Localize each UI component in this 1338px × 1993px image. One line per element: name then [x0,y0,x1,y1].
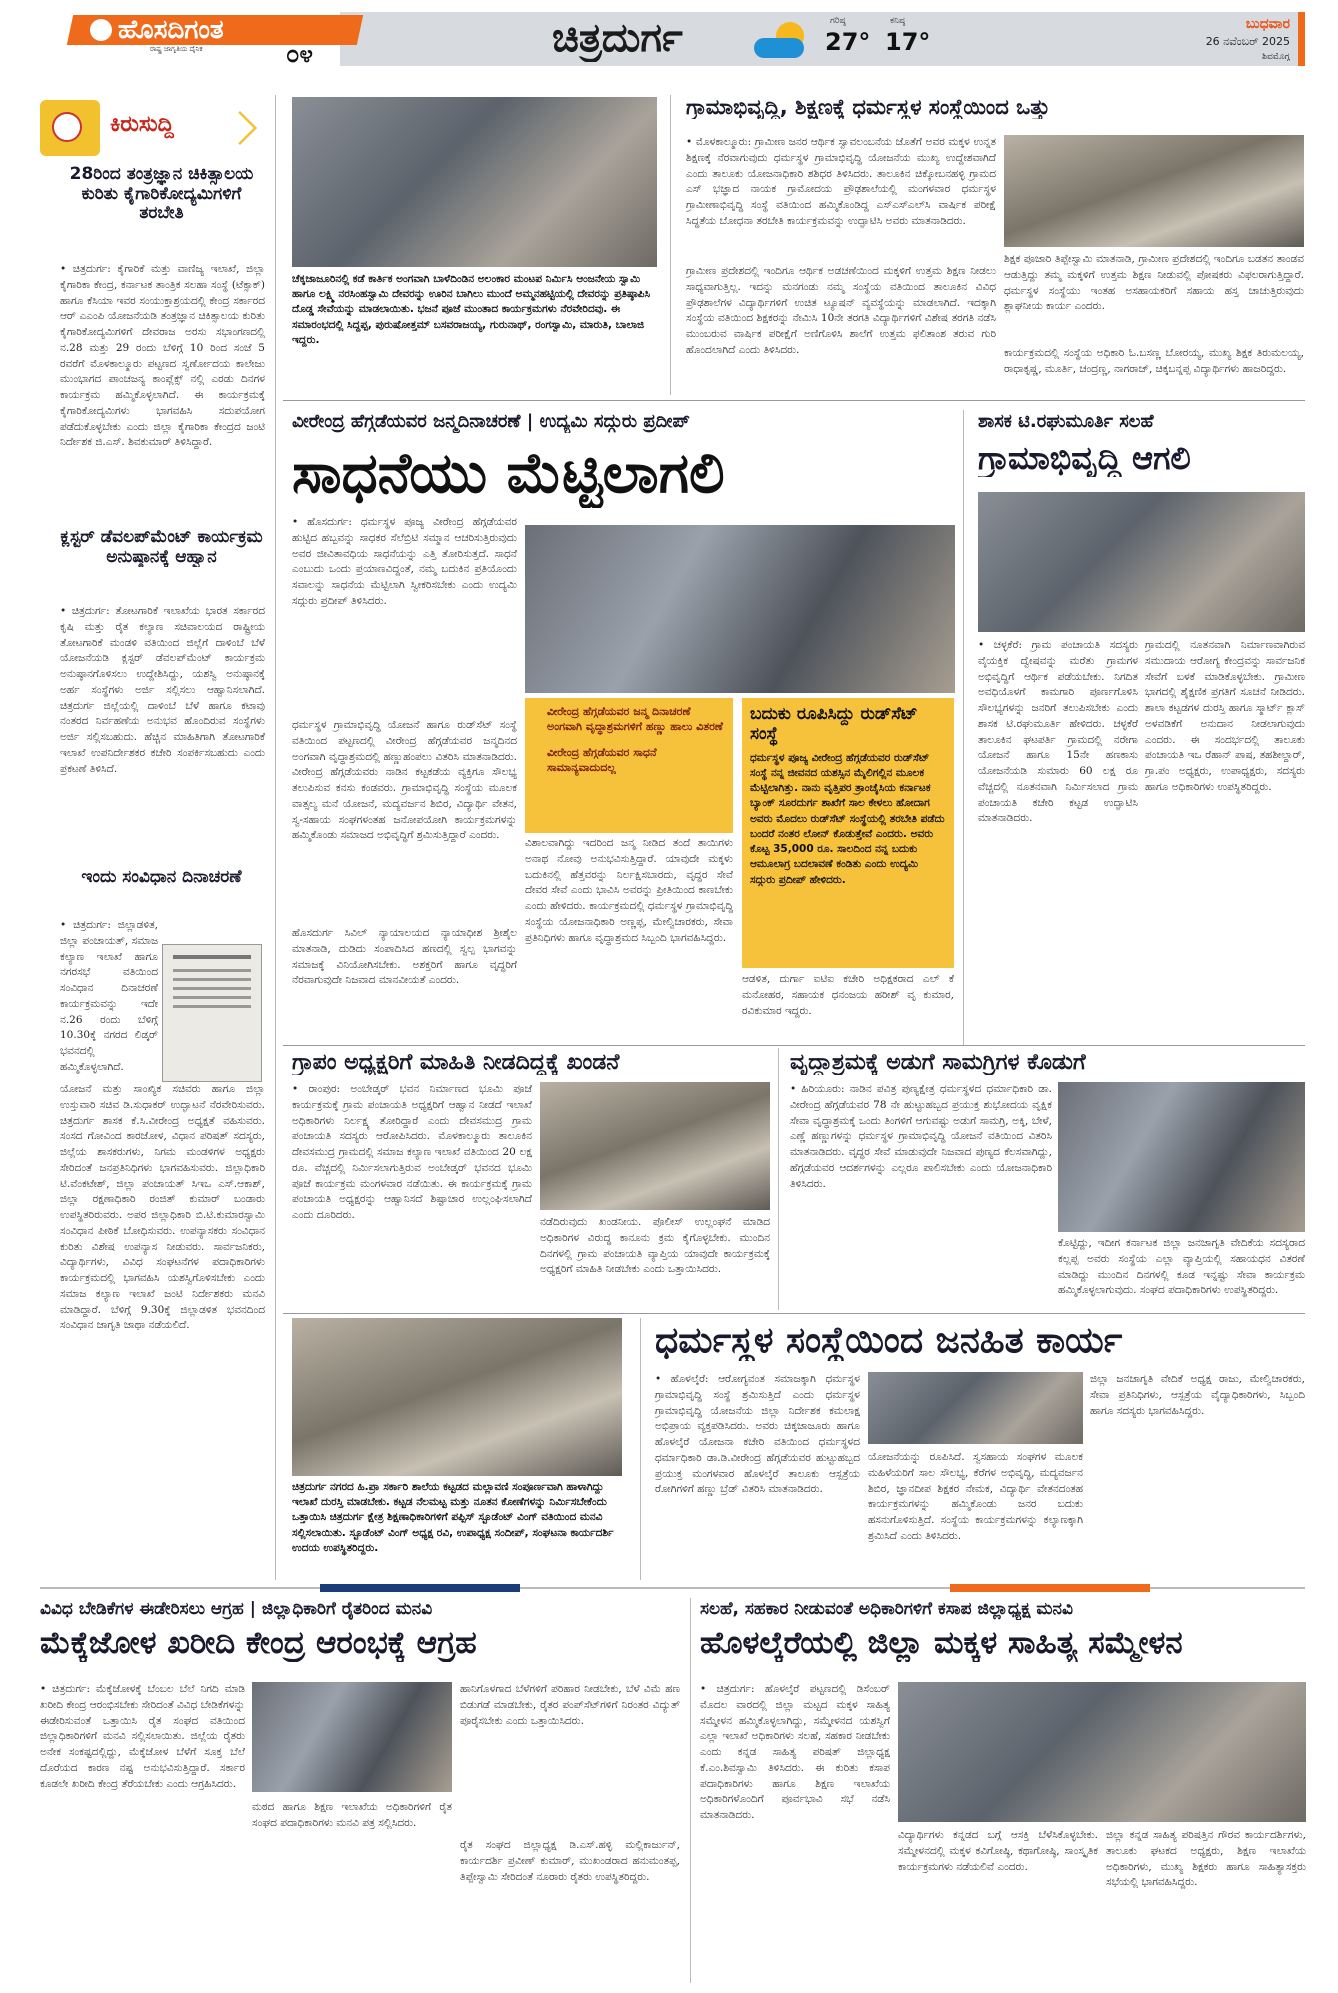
left-body-2: • ಚಿತ್ರದುರ್ಗ: ತೋಟಗಾರಿಕೆ ಇಲಾಖೆಯ ಭಾರತ ಸರ್ಕಾರದ ಕೃಷಿ ಮತ್ತು ರೈತ ಕಲ್ಯಾಣ ಸಚಿವಾಲಯದ ರಾಷ್ಟ್ರೀಯ ತೋಟಗಾರಿಕೆ ಮಂಡಳಿ ವತಿಯಿಂದ ಜಿಲ್ಲೆಗೆ ದಾಳಿಂಬೆ ಬೆಳೆ ಯೋಜನೆಯಡಿ ಕ್ಲಸ್ಟರ್ ಡೆವಲಪ್‌ಮೆಂಟ್ ಕಾರ್ಯಕ್ರಮ ಅನುಷ್ಠಾನಗೊಳಿಸಲು ಉದ್ದೇಶಿಸಿದ್ದು, ಯಶಸ್ವಿ ಅನುಷ್ಠಾನಕ್ಕೆ ಅರ್ಹ ಸಂಸ್ಥೆಗಳು ಅರ್ಜಿ ಸಲ್ಲಿಸಲು ಆಹ್ವಾನಿಸಲಾಗಿದೆ. ಚಿತ್ರದುರ್ಗ ಜಿಲ್ಲೆಯಲ್ಲಿ ದಾಳಿಂಬೆ ಬೆಳೆ ಹಾಗೂ ಕಟಾವು ನಂತರದ ನಿರ್ವಹಣೆಯ ಅನುಭವ ಹೊಂದಿರುವ ಸಂಸ್ಥೆಗಳು ಅರ್ಜಿ ಸಲ್ಲಿಸಬಹುದು. ಹೆಚ್ಚಿನ ಮಾಹಿತಿಗಾಗಿ ತೋಟಗಾರಿಕೆ ಇಲಾಖೆ ಉಪನಿರ್ದೇಶಕರ ಕಚೇರಿ ಸಂಪರ್ಕಿಸಬಹುದು ಎಂದು ಪ್ರಕಟಣೆ ತಿಳಿಸಿದೆ. [60,605,265,775]
jan-headline: ಧರ್ಮಸ್ಥಳ ಸಂಸ್ಥೆಯಿಂದ ಜನಹಿತ ಕಾರ್ಯ [655,1320,1123,1361]
hospital-photo [868,1372,1083,1444]
mk-kicker: ವಿವಿಧ ಬೇಡಿಕೆಗಳ ಈಡೇರಿಸಲು ಆಗ್ರಹ | ಜಿಲ್ಲಾಧಿಕಾರಿಗೆ ರೈತರಿಂದ ಮನವಿ [40,1600,433,1619]
min-temp: 17° [885,28,931,56]
logo-icon [90,19,112,41]
jan-body-1: • ಹೊಳಲ್ಕೆರೆ: ಆರೋಗ್ಯವಂತ ಸಮಾಜಕ್ಕಾಗಿ ಧರ್ಮಸ್ಥಳ ಗ್ರಾಮಾಭಿವೃದ್ಧಿ ಸಂಸ್ಥೆ ಶ್ರಮಿಸುತ್ತಿದೆ ಎಂದು ಧರ್ಮಸ್ಥಳ ಗ್ರಾಮಾಭಿವೃದ್ಧಿ ಯೋಜನೆಯ ಜಿಲ್ಲಾ ನಿರ್ದೇಶಕ ಕಮಲಾಕ್ಷ ಅಭಿಪ್ರಾಯ ವ್ಯಕ್ತಪಡಿಸಿದರು. ಅವರು ಚಿಕ್ಕಜಾಜೂರು ಹಾಗೂ ಹೊಳಲ್ಕೆರೆ ಯೋಜನಾ ಕಚೇರಿ ವತಿಯಿಂದ ಧರ್ಮಸ್ಥಳದ ಧರ್ಮಾಧಿಕಾರಿ ಡಾ.ಡಿ.ವೀರೇಂದ್ರ ಹೆಗ್ಗಡೆಯವರ ಹುಟ್ಟುಹಬ್ಬದ ಪ್ರಯುಕ್ತ ಮಂಗಳವಾರ ಹೊಳಲ್ಕೆರೆ ತಾಲೂಕು ಆಸ್ಪತ್ರೆಯ ರೋಗಿಗಳಿಗೆ ಹಣ್ಣು ಬ್ರೆಡ್ ವಿತರಿಸಿ ಮಾತನಾಡಿದರು. [655,1373,860,1496]
mk-body-1: • ಚಿತ್ರದುರ್ಗ: ಮೆಕ್ಕೆಜೋಳಕ್ಕೆ ಬೆಂಬಲ ಬೆಲೆ ನಿಗದಿ ಮಾಡಿ ಖರೀದಿ ಕೇಂದ್ರ ಆರಂಭಿಸಬೇಕು ಸೇರಿದಂತೆ ವಿವಿಧ ಬೇಡಿಕೆಗಳನ್ನು ಈಡೇರಿಸುವಂತೆ ಒತ್ತಾಯಿಸಿ ರೈತ ಸಂಘದ ವತಿಯಿಂದ ಜಿಲ್ಲಾಧಿಕಾರಿಗಳಿಗೆ ಮನವಿ ಸಲ್ಲಿಸಲಾಯಿತು. ಜಿಲ್ಲೆಯ ರೈತರು ಅನೇಕ ಸಂಕಷ್ಟದಲ್ಲಿದ್ದು, ಮೆಕ್ಕೆಜೋಳ ಬೆಳೆಗೆ ಸೂಕ್ತ ಬೆಲೆ ದೊರೆಯದ ಕಾರಣ ನಷ್ಟ ಅನುಭವಿಸುತ್ತಿದ್ದಾರೆ. ಸರ್ಕಾರ ಕೂಡಲೇ ಖರೀದಿ ಕೇಂದ್ರ ತೆರೆಯಬೇಕು ಎಂದು ಆಗ್ರಹಿಸಿದರು. [40,1683,245,1790]
right-headline: ಗ್ರಾಮಾಭಿವೃದ್ಧಿ ಆಗಲಿ [978,440,1191,477]
bottom-rule [40,1584,1305,1592]
masthead-accent [1298,12,1305,66]
mk-body-3: ರೈತ ಸಂಘದ ಜಿಲ್ಲಾಧ್ಯಕ್ಷ ಡಿ.ಎಸ್.ಹಳ್ಳಿ ಮಲ್ಲಿಕಾರ್ಜುನ್, ಕಾರ್ಯದರ್ಶಿ ಪ್ರವೀಣ್ ಕುಮಾರ್, ಮುಖಂಡರಾದ ಹನುಮಂತಪ್ಪ, ತಿಪ್ಪೇಸ್ವಾಮಿ ಸೇರಿದಂತೆ ನೂರಾರು ರೈತರು ಉಪಸ್ಥಿತರಿದ್ದರು. [460,1839,680,1883]
school-petition-photo [292,1318,622,1476]
left-headline-2: ಕ್ಲಸ್ಟರ್ ಡೆವಲಪ್‌ಮೆಂಟ್ ಕಾರ್ಯಕ್ರಮ ಅನುಷ್ಠಾನಕ್ಕೆ ಆಹ್ವಾನ [60,528,263,567]
lead-point-1: ವೀರೇಂದ್ರ ಹೆಗ್ಗಡೆಯವರ ಜನ್ಮ ದಿನಾಚರಣೆ ಅಂಗವಾಗಿ ವೃದ್ಧಾಶ್ರಮಗಳಿಗೆ ಹಣ್ಣು ಹಾಲು ವಿತರಣೆ [547,705,723,734]
kiru-suddi-banner [40,100,260,156]
right-kicker: ಶಾಸಕ ಟಿ.ರಘುಮೂರ್ತಿ ಸಲಹೆ [978,412,1154,432]
gp-body-2: ನಡೆದಿರುವುದು ಖಂಡನೀಯ. ಪೊಲೀಸ್ ಉಲ್ಲಂಘನೆ ಮಾಡಿದ ಅಧಿಕಾರಿಗಳ ವಿರುದ್ಧ ಕಾನೂನು ಕ್ರಮ ಕೈಗೊಳ್ಳಬೇಕು. ಮುಂದಿನ ದಿನಗಳಲ್ಲಿ ಗ್ರಾಮ ಪಂಚಾಯತಿ ವ್ಯಾಪ್ತಿಯ ಯಾವುದೇ ಕಾರ್ಯಕ್ರಮಕ್ಕೆ ಅಧ್ಯಕ್ಷರಿಗೆ ಮಾಹಿತಿ ನೀಡಬೇಕು ಎಂದು ಒತ್ತಾಯಿಸಿದರು. [540,1216,770,1276]
mk-caption: ಮಠದ ಹಾಗೂ ಶಿಕ್ಷಣ ಇಲಾಖೆಯ ಅಧಿಕಾರಿಗಳಿಗೆ ರೈತ ಸಂಘದ ಪದಾಧಿಕಾರಿಗಳು ಮನವಿ ಪತ್ರ ಸಲ್ಲಿಸಿದರು. [252,1801,452,1829]
day-label: ಬುಧವಾರ [1245,16,1290,32]
school-students-photo [1004,135,1304,247]
top-caption-1: ಶಿಕ್ಷಕ ಪೂಜಾರಿ ತಿಪ್ಪೇಸ್ವಾಮಿ ಮಾತನಾಡಿ, ಗ್ರಾಮೀಣ ಪ್ರದೇಶದಲ್ಲಿ ಇಂದಿಗೂ ಬಡತನ ತಾಂಡವ ಆಡುತ್ತಿದ್ದು ತಮ್ಮ ಮಕ್ಕಳಿಗೆ ಉತ್ತಮ ಶಿಕ್ಷಣ ನೀಡುವಲ್ಲಿ ಪೋಷಕರು ವಿಫಲರಾಗುತ್ತಿದ್ದಾರೆ. ಧರ್ಮಸ್ಥಳ ಸಂಸ್ಥೆಯು ಇಂತಹ ಅಸಹಾಯಕರಿಗೆ ಸಹಾಯ ಹಸ್ತ ಚಾಚುತ್ತಿರುವುದು ಶ್ಲಾಘನೀಯ ಕಾರ್ಯ ಎಂದರು. [1004,253,1304,313]
edition-label: ಶಿವಮೊಗ್ಗ [1262,52,1290,62]
left-body-1: • ಚಿತ್ರದುರ್ಗ: ಕೈಗಾರಿಕೆ ಮತ್ತು ವಾಣಿಜ್ಯ ಇಲಾಖೆ, ಜಿಲ್ಲಾ ಕೈಗಾರಿಕಾ ಕೇಂದ್ರ, ಕರ್ನಾಟಕ ತಾಂತ್ರಿಕ ಸಲಹಾ ಸಂಸ್ಥೆ (ಟೆಕ್ಸಾಕ್) ಹಾಗೂ ಕೆಸಿಯಾ ಇವರ ಸಂಯುಕ್ತಾಶ್ರಯದಲ್ಲಿ ಕೇಂದ್ರ ಸರ್ಕಾರದ ಆರ್ ಎಎಂಪಿ ಯೋಜನೆಯಡಿ ತಂತ್ರಜ್ಞಾನ ಚಿಕಿತ್ಸಾಲಯ ಕುರಿತು ಕೈಗಾರಿಕೋದ್ಯಮಿಗಳಿಗೆ ದೇವರಾಜ ಅರಸು ಸಭಾಂಗಣದಲ್ಲಿ ನ.28 ಮತ್ತು 29 ರಂದು ಬೆಳಿಗ್ಗೆ 10 ರಿಂದ ಸಂಜೆ 5 ರವರೆಗೆ ಮೊಳಕಾಲ್ಮೂರು ಪಟ್ಟಣದ ಸ್ವರ್ಣೋದಯ ಕಾಲೇಜು ಮುಂಭಾಗದ ಪಾಂಚಜನ್ಯ ಕಾಂಪ್ಲೆಕ್ಸ್ ನಲ್ಲಿ ಎರಡು ದಿನಗಳ ಕಾರ್ಯಕ್ರಮ ಹಮ್ಮಿಕೊಳ್ಳಲಾಗಿದೆ. ಈ ಕಾರ್ಯಕ್ರಮಕ್ಕೆ ಕೈಗಾರಿಕೋದ್ಯಮಿಗಳು ಭಾಗವಹಿಸಿ ಸದುಪಯೋಗ ಪಡೆದುಕೊಳ್ಳಬೇಕು ಎಂದು ಜಿಲ್ಲಾ ಕೈಗಾರಿಕಾ ಕೇಂದ್ರದ ಜಂಟಿ ನಿರ್ದೇಶಕ ಜಿ.ಎಸ್. ಶಿವಕುಮಾರ್ ತಿಳಿಸಿದ್ದಾರೆ. [60,263,265,449]
sa-caption: ವಿದ್ಯಾರ್ಥಿಗಳು ಕನ್ನಡದ ಬಗ್ಗೆ ಆಸಕ್ತಿ ಬೆಳೆಸಿಕೊಳ್ಳಬೇಕು. ಸಮ್ಮೇಳನದಲ್ಲಿ ಮಕ್ಕಳ ಕವಿಗೋಷ್ಠಿ, ಕಥಾಗೋಷ್ಠಿ, ಸಾಂಸ್ಕೃತಿಕ ಕಾರ್ಯಕ್ರಮಗಳು ನಡೆಯಲಿವೆ ಎಂದರು. [898,1829,1098,1873]
right-body-2: ಗ್ರಾಮದಲ್ಲಿ ನೂತನವಾಗಿ ನಿರ್ಮಾಣವಾಗಿರುವ ಸಮುದಾಯ ಆರೋಗ್ಯ ಕೇಂದ್ರವನ್ನು ಸಾರ್ವಜನಿಕ ಸೇವೆಗೆ ಬಳಕೆ ಮಾಡಿಕೊಳ್ಳಬೇಕು. ಗ್ರಾಮೀಣ ಭಾಗದಲ್ಲಿ ಶೈಕ್ಷಣಿಕ ಪ್ರಗತಿಗೆ ಸೂಚನೆ ನೀಡಿದರು. ಶಾಲಾ ಕಟ್ಟಡಗಳ ದುರಸ್ತಿ ಹಾಗೂ ಸ್ಮಾರ್ಟ್ ಕ್ಲಾಸ್ ಅಳವಡಿಕೆಗೆ ಅನುದಾನ ನೀಡಲಾಗುವುದು ಎಂದರು. ಈ ಸಂದರ್ಭದಲ್ಲಿ ತಾಲೂಕು ಪಂಚಾಯತಿ ಇಒ ರೆಹಾನ್ ಪಾಷ, ತಹಶೀಲ್ದಾರ್, ಗ್ರಾ.ಪಂ ಅಧ್ಯಕ್ಷರು, ಉಪಾಧ್ಯಕ್ಷರು, ಸದಸ್ಯರು ಹಾಗೂ ಅಧಿಕಾರಿಗಳು ಉಪಸ್ಥಿತರಿದ್ದರು. [1145,639,1305,793]
rudset-box [742,698,954,968]
lead-body-5: ಆಡಳಿತ, ದುರ್ಗಾ ಐಟಿಐ ಕಚೇರಿ ಅಧಿಕ್ಷಕರಾದ ಎಲ್ ಕೆ ಮನೋಹರ, ಸಹಾಯಕ ಧನಂಜಯ ಹರೀಶ್ ವೃ ಕುಮಾರ, ರವಿಕುಮಾರ ಇದ್ದರು. [742,973,954,1017]
vr-caption: ಕೊಟ್ಟಿದ್ದು, ಇದೀಗ ಕರ್ನಾಟಕ ಜಿಲ್ಲಾ ಜನಜಾಗೃತಿ ವೇದಿಕೆಯ ಸದಸ್ಯರಾದ ಕಲ್ಲಪ್ಪ ಅವರು ಸಂಸ್ಥೆಯ ಎಲ್ಲಾ ವ್ಯಾಪ್ತಿಯಲ್ಲಿ ಸಹಾಯಧನ ವಿತರಣೆ ಮಾಡಿದ್ದು ಮುಂದಿನ ದಿನಗಳಲ್ಲಿ ಕೂಡ ಇನ್ನಷ್ಟು ಸೇವಾ ಕಾರ್ಯಕ್ರಮ ಹಮ್ಮಿಕೊಳ್ಳಲಾಗುವುದು. ಸಂಘದ ಪದಾಧಿಕಾರಿಗಳು ಉಪಸ್ಥಿತರಿದ್ದರು. [1058,1237,1305,1297]
logo-tagline: ರಾಷ್ಟ್ರ ಜಾಗೃತಿಯ ದೈನಿಕ [150,45,203,53]
lead-body-1: • ಹೊಸದುರ್ಗ: ಧರ್ಮಸ್ಥಳ ಪೂಜ್ಯ ವೀರೇಂದ್ರ ಹೆಗ್ಗಡೆಯವರ ಹುಟ್ಟಿದ ಹಬ್ಬವನ್ನು ಸಾಧಕರ ಸೆಲೆಬ್ರಿಟಿ ಸಮ್ಮಾನ ಆಚರಿಸುತ್ತಿರುವುದು ಅವರ ಜೀವಿತಾವಧಿಯ ಸಾಧನೆಯನ್ನು ಎತ್ತಿ ತೋರಿಸುತ್ತದೆ. ಸಾಧನೆ ಎಂಬುದು ಒಂದು ಪ್ರಯಾಣವಿದ್ದಂತೆ, ನಮ್ಮ ಬದುಕಿನ ಪ್ರತಿಯೊಂದು ಸವಾಲನ್ನು ಸಾಧನೆಯ ಮೆಟ್ಟಿಲಾಗಿ ಸ್ವೀಕರಿಸಬೇಕು ಎಂದು ಉದ್ಯಮಿ ಸದ್ಗುರು ಪ್ರದೀಪ್ ತಿಳಿಸಿದರು. [292,516,517,607]
mk-headline: ಮೆಕ್ಕೆಜೋಳ ಖರೀದಿ ಕೇಂದ್ರ ಆರಂಭಕ್ಕೆ ಆಗ್ರಹ [40,1626,477,1661]
kiru-suddi-label: ಕಿರುಸುದ್ದಿ [110,112,174,137]
lead-body-3: ಹೊಸದುರ್ಗ ಸಿವಿಲ್ ನ್ಯಾಯಾಲಯದ ನ್ಯಾಯಾಧೀಶ ಶ್ರೀಶೈಲ ಮಾತನಾಡಿ, ದುಡಿದು ಸಂಪಾದಿಸಿದ ಹಣದಲ್ಲಿ ಸ್ವಲ್ಪ ಭಾಗವನ್ನು ಸಮಾಜಕ್ಕೆ ವಿನಿಯೋಗಿಸಬೇಕು. ಅಶಕ್ತರಿಗೆ ಹಾಗೂ ವೃದ್ಧರಿಗೆ ನೆರವಾಗುವುದೇ ನಿಜವಾದ ಮಾನವೀಯತೆ ಎಂದರು. [292,927,517,987]
lead-body-2: ಧರ್ಮಸ್ಥಳ ಗ್ರಾಮಾಭಿವೃದ್ಧಿ ಯೋಜನೆ ಹಾಗೂ ರುಡ್‌ಸೆಟ್ ಸಂಸ್ಥೆ ವತಿಯಿಂದ ಪಟ್ಟಣದಲ್ಲಿ ವೀರೇಂದ್ರ ಹೆಗ್ಗಡೆಯವರ ಜನ್ಮದಿನದ ಅಂಗವಾಗಿ ವೃದ್ಧಾಶ್ರಮದಲ್ಲಿ ಹಣ್ಣುಹಂಪಲು ವಿತರಿಸಿ ಮಾತನಾಡಿದರು. ವೀರೇಂದ್ರ ಹೆಗ್ಗಡೆಯವರು ನಾಡಿನ ಕಟ್ಟಕಡೆಯ ವ್ಯಕ್ತಿಗೂ ಸೌಲಭ್ಯ ತಲುಪಿಸುವ ಕನಸು ಕಂಡವರು. ಗ್ರಾಮಾಭಿವೃದ್ಧಿ ಸಂಸ್ಥೆಯ ಮೂಲಕ ವಾತ್ಸಲ್ಯ ಮನೆ ಯೋಜನೆ, ಮದ್ಯವರ್ಜನ ಶಿಬಿರ, ವಿದ್ಯಾರ್ಥಿ ವೇತನ, ಸ್ವ-ಸಹಾಯ ಸಂಘಗಳಂತಹ ಜನೋಪಯೋಗಿ ಕಾರ್ಯಕ್ರಮಗಳನ್ನು ಹಮ್ಮಿಕೊಂಡು ಸಮಾಜದ ಅಭಿವೃದ್ಧಿಗೆ ಶ್ರಮಿಸುತ್ತಿದ್ದಾರೆ ಎಂದರು. [292,719,517,842]
sahitya-meeting-photo [898,1682,1306,1822]
logo-text: ಹೊಸದಿಗಂತ [118,15,224,45]
jan-body-3: ಜಿಲ್ಲಾ ಜನಜಾಗೃತಿ ವೇದಿಕೆ ಅಧ್ಯಕ್ಷ ರಾಜು, ಮೇಲ್ವಿಚಾರಕರು, ಸೇವಾ ಪ್ರತಿನಿಧಿಗಳು, ಆಸ್ಪತ್ರೆಯ ವೈದ್ಯಾಧಿಕಾರಿಗಳು, ಸಿಬ್ಬಂದಿ ಹಾಗೂ ಸದಸ್ಯರು ಭಾಗವಹಿಸಿದ್ದರು. [1090,1373,1305,1417]
lead-points-box [525,698,733,833]
sa-body-1: • ಚಿತ್ರದುರ್ಗ: ಹೊಳಲ್ಕೆರೆ ಪಟ್ಟಣದಲ್ಲಿ ಡಿಸೆಂಬರ್ ಮೊದಲ ವಾರದಲ್ಲಿ ಜಿಲ್ಲಾ ಮಟ್ಟದ ಮಕ್ಕಳ ಸಾಹಿತ್ಯ ಸಮ್ಮೇಳನ ಹಮ್ಮಿಕೊಳ್ಳಲಾಗಿದ್ದು, ಸಮ್ಮೇಳನದ ಯಶಸ್ವಿಗೆ ಎಲ್ಲಾ ಇಲಾಖೆ ಅಧಿಕಾರಿಗಳು ಸಲಹೆ, ಸಹಕಾರ ನೀಡಬೇಕು ಎಂದು ಕನ್ನಡ ಸಾಹಿತ್ಯ ಪರಿಷತ್ ಜಿಲ್ಲಾಧ್ಯಕ್ಷ ಕೆ.ಎಂ.ಶಿವಸ್ವಾಮಿ ತಿಳಿಸಿದರು. ಈ ಕುರಿತು ಕಸಾಪ ಪದಾಧಿಕಾರಿಗಳು ಹಾಗೂ ಶಿಕ್ಷಣ ಇಲಾಖೆಯ ಅಧಿಕಾರಿಗಳೊಂದಿಗೆ ಪೂರ್ವಭಾವಿ ಸಭೆ ನಡೆಸಿ ಮಾತನಾಡಿದರು. [700,1683,890,1821]
top-body-1: • ಮೊಳಕಾಲ್ಮೂರು: ಗ್ರಾಮೀಣ ಜನರ ಆರ್ಥಿಕ ಸ್ವಾವಲಂಬನೆಯ ಜೊತೆಗೆ ಅವರ ಮಕ್ಕಳ ಉನ್ನತ ಶಿಕ್ಷಣಕ್ಕೆ ನೆರವಾಗುವುದು ಧರ್ಮಸ್ಥಳ ಗ್ರಾಮಾಭಿವೃದ್ಧಿ ಯೋಜನೆಯ ಮುಖ್ಯ ಉದ್ದೇಶವಾಗಿದೆ ಎಂದು ತಾಲೂಕು ಯೋಜನಾಧಿಕಾರಿ ಶಶಿಧರ ತಿಳಿಸಿದರು. ತಾಲೂಕಿನ ಚಿಕ್ಕೋಬನಹಳ್ಳಿ ಗ್ರಾಮದ ಎಸ್ ಭಜ್ಞಾದ ನಾಯಕ ಗ್ರಾಮೋದಯ ಪ್ರೌಢಶಾಲೆಯಲ್ಲಿ ಮಂಗಳವಾರ ಧರ್ಮಸ್ಥಳ ಗ್ರಾಮೀಣಾಭಿವೃದ್ಧಿ ಸಂಸ್ಥೆ ವತಿಯಿಂದ ಹಮ್ಮಿಕೊಂಡಿದ್ದ ಎಸ್‌ಎಸ್‌ಎಲ್‌ಸಿ ವಾರ್ಷಿಕ ಪರೀಕ್ಷೆ ಸಿದ್ಧತೆಯ ಬೋಧನಾ ತರಬೇತಿ ಕಾರ್ಯಕ್ರಮವನ್ನು ಉದ್ಘಾಟಿಸಿ ಅವರು ಮಾತನಾಡಿದರು. [686,136,996,227]
lead-point-2: ವೀರೇಂದ್ರ ಹೆಗ್ಗಡೆಯವರ ಸಾಧನೆ ಸಾಮಾನ್ಯವಾದುದಲ್ಲ [547,745,657,775]
weather-icon [754,22,810,60]
old-age-home-photo [525,525,955,693]
top-body-2: ಗ್ರಾಮೀಣ ಪ್ರದೇಶದಲ್ಲಿ ಇಂದಿಗೂ ಆರ್ಥಿಕ ಅಡಚಣೆಯಿಂದ ಮಕ್ಕಳಿಗೆ ಉತ್ತಮ ಶಿಕ್ಷಣ ನೀಡಲು ಸಾಧ್ಯವಾಗುತ್ತಿಲ್ಲ. ಇದನ್ನು ಮನಗಂಡು ನಮ್ಮ ಸಂಸ್ಥೆಯ ವತಿಯಿಂದ ತಾಲೂಕಿನ ವಿವಿಧ ಪ್ರೌಢಶಾಲೆಗಳ ವಿದ್ಯಾರ್ಥಿಗಳಿಗೆ ಉಚಿತ ಟ್ಯೂಷನ್ ವ್ಯವಸ್ಥೆಯನ್ನು ಮಾಡಲಾಗಿದೆ. ಇದಕ್ಕಾಗಿ ಸಂಸ್ಥೆಯ ವತಿಯಿಂದ ಶಿಕ್ಷಕರನ್ನು ನೇಮಿಸಿ 10ನೇ ತರಗತಿ ವಿದ್ಯಾರ್ಥಿಗಳಿಗೆ ವಿಶೇಷ ತರಗತಿ ನಡೆಸಿ ಮುಂಬರುವ ವಾರ್ಷಿಕ ಪರೀಕ್ಷೆಗೆ ಅಣಿಗೊಳಿಸಿ ಶಾಲೆಗೆ ಉತ್ತಮ ಫಲಿತಾಂಶ ತರುವ ಗುರಿ ಹೊಂದಲಾಗಿದೆ ಎಂದು ತಿಳಿಸಿದರು. [686,265,996,356]
lead-headline: ಸಾಧನೆಯು ಮೆಟ್ಟಿಲಾಗಲಿ [292,441,725,506]
sa-body-2: ಜಿಲ್ಲಾ ಕನ್ನಡ ಸಾಹಿತ್ಯ ಪರಿಷತ್ತಿನ ಗೌರವ ಕಾರ್ಯದರ್ಶಿಗಳು, ತಾಲೂಕು ಘಟಕದ ಅಧ್ಯಕ್ಷರು, ಶಿಕ್ಷಣ ಇಲಾಖೆಯ ಅಧಿಕಾರಿಗಳು, ಮುಖ್ಯ ಶಿಕ್ಷಕರು ಹಾಗೂ ಸಾಹಿತ್ಯಾಸಕ್ತರು ಸಭೆಯಲ್ಲಿ ಭಾಗವಹಿಸಿದ್ದರು. [1106,1829,1306,1889]
city-name: ಚಿತ್ರದುರ್ಗ [552,15,683,61]
page-number: ೦೪ [286,40,313,66]
masthead [40,12,1305,66]
left-headline-1: 28ರಿಂದ ತಂತ್ರಜ್ಞಾನ ಚಿಕಿತ್ಸಾಲಯ ಕುರಿತು ಕೈಗಾರಿಕೋದ್ಯಮಿಗಳಿಗೆ ತರಬೇತಿ [69,165,254,224]
constitution-document-image [162,944,262,1082]
farmers-petition-photo [252,1682,452,1792]
school-caption: ಚಿತ್ರದುರ್ಗ ನಗರದ ಹಿ.ಪ್ರಾ ಸರ್ಕಾರಿ ಶಾಲೆಯ ಕಟ್ಟಡದ ಮಲ್ಲಾವಣಿ ಸಂಪೂರ್ಣವಾಗಿ ಹಾಳಾಗಿದ್ದು ಇಲಾಖೆ ದುರಸ್ತಿ ಮಾಡಬೇಕು. ಕಟ್ಟಡ ನೆಲಮಟ್ಟ ಮತ್ತು ನೂತನ ಕೋಣೆಗಳನ್ನು ನಿರ್ಮಿಸಬೇಕೆಂದು ಒತ್ತಾಯಿಸಿ ಚಿತ್ರದುರ್ಗ ಕ್ಷೇತ್ರ ಶಿಕ್ಷಣಾಧಿಕಾರಿಗಳಿಗೆ ಪಪ್ಪಿಸ್ ಸ್ಟೂಡೆಂಟ್ ವಿಂಗ್ ವತಿಯಿಂದ ಮನವಿ ಸಲ್ಲಿಸಲಾಯಿತು. ಸ್ಟೂಡೆಂಟ್ ವಿಂಗ್ ಅಧ್ಯಕ್ಷ ರವಿ, ಉಪಾಧ್ಯಕ್ಷ ಸಂದೀಪ್, ಸಂಘಟನಾ ಕಾರ್ಯದರ್ಶಿ ಉದಯ ಉಪಸ್ಥಿತರಿದ್ದರು. [292,1481,614,1554]
min-temp-label: ಕನಿಷ್ಠ [890,16,906,26]
lead-body-4: ವಿಶಾಲವಾಗಿದ್ದು ಇದರಿಂದ ಜನ್ಮ ನೀಡಿದ ತಂದೆ ತಾಯಿಗಳು ಅನಾಥ ನೋವು ಅನುಭವಿಸುತ್ತಿದ್ದಾರೆ. ಯಾವುದೇ ಮಕ್ಕಳು ಬದುಕಿನಲ್ಲಿ ಹೆತ್ತವರನ್ನು ನಿರ್ಲಕ್ಷಿಸಬಾರದು, ವೃದ್ಧರ ಸೇವೆ ದೇವರ ಸೇವೆ ಎಂದು ಭಾವಿಸಿ ಅವರನ್ನು ಪ್ರೀತಿಯಿಂದ ಕಾಣಬೇಕು ಎಂದು ಹೇಳಿದರು. ಕಾರ್ಯಕ್ರಮದಲ್ಲಿ ಧರ್ಮಸ್ಥಳ ಗ್ರಾಮಾಭಿವೃದ್ಧಿ ಸಂಸ್ಥೆಯ ಯೋಜನಾಧಿಕಾರಿ ಅಣ್ಣಪ್ಪ, ಮೇಲ್ವಿಚಾರಕರು, ಸೇವಾ ಪ್ರತಿನಿಧಿಗಳು ಹಾಗೂ ವೃದ್ಧಾಶ್ರಮದ ಸಿಬ್ಬಂದಿ ಭಾಗವಹಿಸಿದ್ದರು. [525,837,733,944]
left-body-3b: ಯೋಜನೆ ಮತ್ತು ಸಾಂಖ್ಯಿಕ ಸಚಿವರು ಹಾಗೂ ಜಿಲ್ಲಾ ಉಸ್ತುವಾರಿ ಸಚಿವ ಡಿ.ಸುಧಾಕರ್ ಉದ್ಘಾಟನೆ ನೆರವೇರಿಸುವರು. ಚಿತ್ರದುರ್ಗ ಶಾಸಕ ಕೆ.ಸಿ.ವೀರೇಂದ್ರ ಅಧ್ಯಕ್ಷತೆ ವಹಿಸುವರು. ಸಂಸದ ಗೋವಿಂದ ಕಾರಜೋಳ, ವಿಧಾನ ಪರಿಷತ್ ಸದಸ್ಯರು, ಜಿಲ್ಲೆಯ ಶಾಸಕರುಗಳು, ನಿಗಮ ಮಂಡಳಿಗಳ ಅಧ್ಯಕ್ಷರು ಸೇರಿದಂತೆ ಜನಪ್ರತಿನಿಧಿಗಳು ಭಾಗವಹಿಸುವರು. ಜಿಲ್ಲಾಧಿಕಾರಿ ಟಿ.ವೆಂಕಟೇಶ್, ಜಿಲ್ಲಾ ಪಂಚಾಯತ್ ಸಿಇಒ ಎಸ್.ಆಕಾಶ್, ಜಿಲ್ಲಾ ರಕ್ಷಣಾಧಿಕಾರಿ ರಂಜಿತ್ ಕುಮಾರ್ ಬಂಡಾರು ಉಪಸ್ಥಿತರಿರುವರು. ಅಪರ ಜಿಲ್ಲಾಧಿಕಾರಿ ಬಿ.ಟಿ.ಕುಮಾರಸ್ವಾಮಿ ಸಂವಿಧಾನ ಪೀಠಿಕೆ ಬೋಧಿಸುವರು. ಉಪನ್ಯಾಸಕರು ಸಂವಿಧಾನ ಕುರಿತು ವಿಶೇಷ ಉಪನ್ಯಾಸ ನೀಡುವರು. ಸಾರ್ವಜನಿಕರು, ವಿದ್ಯಾರ್ಥಿಗಳು, ವಿವಿಧ ಸಂಘಟನೆಗಳ ಪದಾಧಿಕಾರಿಗಳು ಕಾರ್ಯಕ್ರಮದಲ್ಲಿ ಭಾಗವಹಿಸಿ ಯಶಸ್ವಿಗೊಳಿಸಬೇಕು ಎಂದು ಸಮಾಜ ಕಲ್ಯಾಣ ಇಲಾಖೆ ಜಂಟಿ ನಿರ್ದೇಶಕರು ಮನವಿ ಮಾಡಿದ್ದಾರೆ. ಬೆಳಿಗ್ಗೆ 9.30ಕ್ಕೆ ಜಿಲ್ಲಾಡಳಿತ ಭವನದಿಂದ ಸಂವಿಧಾನ ಜಾಗೃತಿ ಜಾಥಾ ನಡೆಯಲಿದೆ. [60,1083,265,1332]
top-caption-2: ಕಾರ್ಯಕ್ರಮದಲ್ಲಿ ಸಂಸ್ಥೆಯ ಅಧಿಕಾರಿ ಓ.ಬಸಣ್ಣ ಬೋರಯ್ಯ, ಮುಖ್ಯ ಶಿಕ್ಷಕ ತಿರುಮಲಯ್ಯ, ರಾಧಾಕೃಷ್ಣ, ಮೂರ್ತಿ, ಚಂದ್ರಣ್ಣ, ನಾಗರಾಜ್, ಚಿಕ್ಕಬನ್ನಪ್ಪ ವಿದ್ಯಾರ್ಥಿಗಳು ಹಾಜರಿದ್ದರು. [1004,347,1304,375]
vr-body-1: • ಹಿರಿಯೂರು: ನಾಡಿನ ಪವಿತ್ರ ಪುಣ್ಯಕ್ಷೇತ್ರ ಧರ್ಮಸ್ಥಳದ ಧರ್ಮಾಧಿಕಾರಿ ಡಾ. ವೀರೇಂದ್ರ ಹೆಗ್ಗಡೆಯವರ 78 ನೇ ಹುಟ್ಟುಹಬ್ಬದ ಪ್ರಯುಕ್ತ ಶುಭೋದಯ ವೃಕ್ಷಿಕ ಸೇವಾ ವೃದ್ಧಾಶ್ರಮಕ್ಕೆ ಒಂದು ತಿಂಗಳಿಗೆ ಆಗುವಷ್ಟು ಅಡುಗೆ ಸಾಮಗ್ರಿ, ಅಕ್ಕಿ, ಬೇಳೆ, ಎಣ್ಣೆ ಹಣ್ಣುಗಳನ್ನು ಧರ್ಮಸ್ಥಳ ಗ್ರಾಮಾಭಿವೃದ್ಧಿ ಯೋಜನೆ ವತಿಯಿಂದ ವಿತರಿಸಿ ಮಾತನಾಡಿದರು. ವೃದ್ಧರ ಸೇವೆ ಮಾಡುವುದೇ ನಿಜವಾದ ಪುಣ್ಯದ ಕೆಲಸವಾಗಿದ್ದು, ಹೆಗ್ಗಡೆಯವರ ಆದರ್ಶಗಳನ್ನು ಎಲ್ಲರೂ ಪಾಲಿಸಬೇಕು ಎಂದು ಯೋಜನಾಧಿಕಾರಿ ತಿಳಿಸಿದರು. [790,1083,1052,1190]
lead-kicker: ವೀರೇಂದ್ರ ಹೆಗ್ಗಡೆಯವರ ಜನ್ಮದಿನಾಚರಣೆ | ಉದ್ಯಮಿ ಸದ್ಗುರು ಪ್ರದೀಪ್ [292,412,690,432]
max-temp: 27° [825,28,871,56]
ambedkar-bhavan-photo [540,1082,770,1210]
inauguration-photo [978,492,1305,632]
donation-photo [1058,1082,1305,1232]
temple-photo [292,97,657,267]
right-body-1: • ಚಳ್ಳಕೆರೆ: ಗ್ರಾಮ ಪಂಚಾಯತಿ ಸದಸ್ಯರು ವೈಯಕ್ತಿಕ ದ್ವೇಷವನ್ನು ಮರೆತು ಗ್ರಾಮಗಳ ಅಭಿವೃದ್ಧಿಗೆ ಆರ್ಥಿಕ ಪಡೆಯಬೇಕು. ನಿಗದಿತ ಅವಧಿಯೊಳಗೆ ಕಾಮಗಾರಿ ಪೂರ್ಣಗೊಳಿಸಿ ಸೌಲಭ್ಯಗಳನ್ನು ಜನರಿಗೆ ತಲುಪಿಸಬೇಕು ಎಂದು ಶಾಸಕ ಟಿ.ರಘುಮೂರ್ತಿ ಹೇಳಿದರು. ಚಳ್ಳಕೆರೆ ತಾಲೂಕಿನ ಘಟಪರ್ತಿ ಗ್ರಾಮದಲ್ಲಿ ನರೇಗಾ ಯೋಜನೆ ಹಾಗೂ 15ನೇ ಹಣಕಾಸು ಯೋಜನೆಯಡಿ ಸುಮಾರು 60 ಲಕ್ಷ ರೂ ವೆಚ್ಚದಲ್ಲಿ ನೂತನವಾಗಿ ನಿರ್ಮಿಸಲಾದ ಗ್ರಾಮ ಪಂಚಾಯತಿ ಕಚೇರಿ ಕಟ್ಟಡ ಉದ್ಘಾಟಿಸಿ ಮಾತನಾಡಿದರು. [978,639,1138,825]
temple-caption: ಚೆಕ್ಕಜಾಜೂರಿನಲ್ಲಿ ಕಡೆ ಕಾರ್ತಿಕ ಅಂಗವಾಗಿ ಬಾಳೆದಿಂಡಿನ ಅಲಂಕಾರ ಮಂಟಪ ನಿರ್ಮಿಸಿ ಆಂಜನೇಯ ಸ್ವಾಮಿ ಹಾಗೂ ಲಕ್ಷ್ಮಿ ನರಸಿಂಹಸ್ವಾಮಿ ದೇವರನ್ನು ಊರಿನ ಬಾಗಿಲು ಮುಂದೆ ಅಮ್ಮನಹಟ್ಟಿಯಲ್ಲಿ ದೇವರನ್ನು ಪ್ರತಿಷ್ಠಾಪಿಸಿ ದೊಡ್ಡ ಸೇವೆಯನ್ನು ಮಾಡಲಾಯಿತು. ಭಜನೆ ಪೂಜೆ ಮುಂತಾದ ಕಾರ್ಯಕ್ರಮಗಳು ನೆರವೇರಿದವು. ಈ ಸಮಾರಂಭದಲ್ಲಿ ಸಿದ್ದಪ್ಪ, ಪುರುಷೋತ್ತಮ್ ಬಸವರಾಜಯ್ಯ, ಗುರುನಾಥ್, ರಂಗಸ್ವಾಮಿ, ಮಾರುತಿ, ಬಾಲಾಜಿ ಇದ್ದರು. [292,273,651,346]
rudset-headline: ಬದುಕು ರೂಪಿಸಿದ್ದು ರುಡ್‌ಸೆಟ್ ಸಂಸ್ಥೆ [750,704,918,745]
sa-kicker: ಸಲಹೆ, ಸಹಕಾರ ನೀಡುವಂತೆ ಅಧಿಕಾರಿಗಳಿಗೆ ಕಸಾಪ ಜಿಲ್ಲಾಧ್ಯಕ್ಷ ಮನವಿ [700,1600,1073,1619]
max-temp-label: ಗರಿಷ್ಠ [830,16,846,26]
vr-headline: ವೃದ್ಧಾಶ್ರಮಕ್ಕೆ ಅಡುಗೆ ಸಾಮಗ್ರಿಗಳ ಕೊಡುಗೆ [790,1050,1086,1075]
gp-headline: ಗ್ರಾಪಂ ಅಧ್ಯಕ್ಷರಿಗೆ ಮಾಹಿತಿ ನೀಡದಿದ್ದಕ್ಕೆ ಖಂಡನೆ [292,1050,620,1075]
gp-body-1: • ರಾಂಪುರ: ಅಂಬೇಡ್ಕರ್ ಭವನ ನಿರ್ಮಾಣದ ಭೂಮಿ ಪೂಜೆ ಕಾರ್ಯಕ್ರಮಕ್ಕೆ ಗ್ರಾಮ ಪಂಚಾಯತಿ ಅಧ್ಯಕ್ಷರಿಗೆ ಆಹ್ವಾನ ನೀಡದೆ ಇಲಾಖೆ ಅಧಿಕಾರಿಗಳು ನಿರ್ಲಕ್ಷ್ಯ ತೋರಿದ್ದಾರೆ ಎಂದು ದೇವಸಮುದ್ರ ಗ್ರಾಮ ಪಂಚಾಯತಿ ಸದಸ್ಯರು ಆರೋಪಿಸಿದರು. ಮೊಳಕಾಲ್ಮೂರು ತಾಲೂಕಿನ ದೇವಸಮುದ್ರ ಗ್ರಾಮದಲ್ಲಿ ಸಮಾಜ ಕಲ್ಯಾಣ ಇಲಾಖೆ ವತಿಯಿಂದ 20 ಲಕ್ಷ ರೂ. ವೆಚ್ಚದಲ್ಲಿ ನಿರ್ಮಿಸಲಾಗುತ್ತಿರುವ ಅಂಬೇಡ್ಕರ್ ಭವನದ ಭೂಮಿ ಪೂಜೆ ಕಾರ್ಯಕ್ರಮ ಮಂಗಳವಾರ ನಡೆಯಿತು. ಈ ಕಾರ್ಯಕ್ರಮಕ್ಕೆ ಗ್ರಾಮ ಪಂಚಾಯತಿ ಅಧ್ಯಕ್ಷರನ್ನು ಆಹ್ವಾನಿಸದೆ ಶಿಷ್ಟಾಚಾರ ಉಲ್ಲಂಘಿಸಲಾಗಿದೆ ಎಂದು ದೂರಿದರು. [292,1083,532,1221]
sa-headline: ಹೊಳಲ್ಕೆರೆಯಲ್ಲಿ ಜಿಲ್ಲಾ ಮಕ್ಕಳ ಸಾಹಿತ್ಯ ಸಮ್ಮೇಳನ [700,1626,1183,1661]
date-label: 26 ನವೆಂಬರ್ 2025 [1205,35,1290,48]
mk-body-2: ಹಾನಿಗೊಳಗಾದ ಬೆಳೆಗಳಿಗೆ ಪರಿಹಾರ ನೀಡಬೇಕು, ಬೆಳೆ ವಿಮೆ ಹಣ ಬಿಡುಗಡೆ ಮಾಡಬೇಕು, ರೈತರ ಪಂಪ್‌ಸೆಟ್‌ಗಳಿಗೆ ನಿರಂತರ ವಿದ್ಯುತ್ ಪೂರೈಸಬೇಕು ಎಂದು ಒತ್ತಾಯಿಸಿದರು. [460,1683,680,1727]
jan-body-2: ಯೋಜನೆಯನ್ನು ರೂಪಿಸಿದೆ. ಸ್ವಸಹಾಯ ಸಂಘಗಳ ಮೂಲಕ ಮಹಿಳೆಯರಿಗೆ ಸಾಲ ಸೌಲಭ್ಯ, ಕೆರೆಗಳ ಅಭಿವೃದ್ಧಿ, ಮದ್ಯವರ್ಜನ ಶಿಬಿರ, ಜ್ಞಾನದೀಪ ಶಿಕ್ಷಕರ ನೇಮಕ, ವಿದ್ಯಾರ್ಥಿ ವೇತನದಂತಹ ಕಾರ್ಯಕ್ರಮಗಳನ್ನು ಹಮ್ಮಿಕೊಂಡು ಜನರ ಬದುಕು ಹಸನುಗೊಳಿಸುತ್ತಿದೆ. ಸಂಸ್ಥೆಯ ಕಾರ್ಯಕ್ರಮಗಳನ್ನು ಕಲ್ಯಾಣಕ್ಕಾಗಿ ಶ್ರಮಿಸಿದೆ ಎಂದು ತಿಳಿಸಿದರು. [868,1451,1083,1542]
rudset-body: ಧರ್ಮಸ್ಥಳ ಪೂಜ್ಯ ವೀರೇಂದ್ರ ಹೆಗ್ಗಡೆಯವರ ರುಡ್‌ಸೆಟ್ ಸಂಸ್ಥೆ ನನ್ನ ಜೀವನದ ಯಶಸ್ಸಿನ ಮೈಲಿಗಲ್ಲಿನ ಮೂಲಕ ಮೆಟ್ಟಿಲಾಗಿತ್ತು. ನಾನು ವೃತ್ತಿಪರ ತ್ರಾಂಚೈಸಿಯ ಕರ್ನಾಟಕ ಬ್ಯಾಂಕ್ ಸೂರದುರ್ಗ ಶಾಖೆಗೆ ಸಾಲ ಕೇಳಲು ಹೋದಾಗ ಅವರು ಮೊದಲು ರುಡ್‌ಸೆಟ್ ಸಂಸ್ಥೆಯಲ್ಲಿ ತರಬೇತಿ ಪಡೆದು ಬಂದರೆ ನಂತರ ಲೋನ್ ಕೊಡುತ್ತೇವೆ ಎಂದರು. ಅವರು ಕೊಟ್ಟ 35,000 ರೂ. ಸಾಲದಿಂದ ನನ್ನ ಬದುಕು ಆಮೂಲಾಗ್ರ ಬದಲಾವಣೆ ಕಂಡಿತು ಎಂದು ಉದ್ಯಮಿ ಸದ್ಗುರು ಪ್ರದೀಪ್ ಹೇಳಿದರು. [750,751,945,886]
left-body-3a: • ಚಿತ್ರದುರ್ಗ: ಜಿಲ್ಲಾಡಳಿತ, ಜಿಲ್ಲಾ ಪಂಚಾಯತ್, ಸಮಾಜ ಕಲ್ಯಾಣ ಇಲಾಖೆ ಹಾಗೂ ನಗರಸಭೆ ವತಿಯಿಂದ ಸಂವಿಧಾನ ದಿನಾಚರಣೆ ಕಾರ್ಯಕ್ರಮವನ್ನು ಇದೇ ನ.26 ರಂದು ಬೆಳಿಗ್ಗೆ 10.30ಕ್ಕೆ ನಗರದ ಲಿಡ್ಕರ್ ಭವನದಲ್ಲಿ ಹಮ್ಮಿಕೊಳ್ಳಲಾಗಿದೆ. [60,919,158,1073]
left-headline-3: ಇಂದು ಸಂವಿಧಾನ ದಿನಾಚರಣೆ [81,868,242,887]
top-headline: ಗ್ರಾಮಾಭಿವೃದ್ಧಿ, ಶಿಕ್ಷಣಕ್ಕೆ ಧರ್ಮಸ್ಥಳ ಸಂಸ್ಥೆಯಿಂದ ಒತ್ತು [686,95,1050,119]
